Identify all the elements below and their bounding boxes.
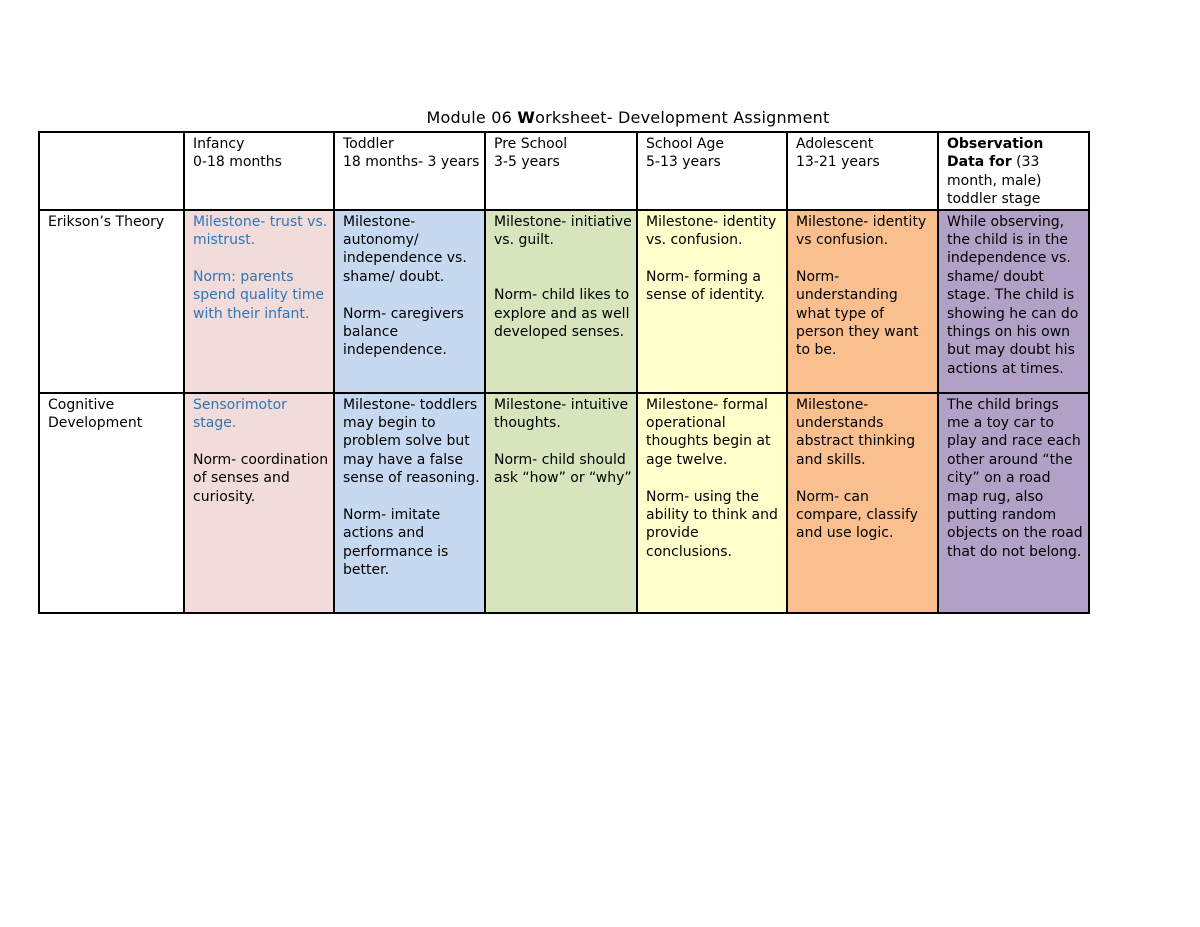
norm-text: Norm- can compare, classify and use logic. (796, 488, 918, 542)
norm-text: Norm: parents spend quality time with their infant. (193, 268, 324, 322)
header-preschool (485, 132, 637, 210)
title-prefix: Module 06 (426, 108, 518, 127)
header-school-age (637, 132, 787, 210)
header-empty-cell (39, 132, 184, 210)
norm-text: Norm- imitate actions and performance is better. (343, 507, 449, 579)
cell-erikson-adolescent (787, 210, 938, 393)
milestone-text: Milestone- identity vs. confusion. (646, 213, 777, 249)
header-preschool-stage: Pre School (494, 136, 568, 152)
header-observation-bold: Observation Data for (947, 136, 1044, 171)
norm-text: Norm- child should ask “how” or “why” (494, 451, 632, 487)
page-title (0, 108, 1200, 127)
cell-erikson-observation: While observing, the child is in the independence vs. shame/ doubt stage. The child is showing he can do things on his own but may doubt his actions at times. (938, 210, 1089, 393)
milestone-text: Sensorimotor stage. (193, 396, 287, 432)
milestone-text: Milestone- identity vs confusion. (796, 213, 927, 249)
milestone-text: Milestone- toddlers may begin to problem solve but may have a false sense of reasoning. (343, 396, 480, 487)
header-infancy-age: 0-18 months (193, 154, 282, 171)
header-toddler-stage: Toddler (343, 136, 394, 152)
cell-cognitive-toddler (334, 393, 485, 613)
norm-text: Norm- child likes to explore and as well developed senses. (494, 287, 630, 341)
row-erikson (39, 210, 1089, 393)
header-school-age-age: 5-13 years (646, 154, 721, 171)
milestone-text: Milestone- autonomy/ independence vs. shame/ doubt. (343, 213, 467, 285)
header-row (39, 132, 1089, 210)
milestone-text: Milestone- intuitive thoughts. (494, 396, 629, 432)
cell-cognitive-infancy (184, 393, 334, 613)
norm-text: Norm- caregivers balance independence. (343, 305, 464, 359)
cell-cognitive-observation: The child brings me a toy car to play and race each other around “the city” on a road map rug, also putting random objects on the road that do not belong. (938, 393, 1089, 613)
header-adolescent-stage: Adolescent (796, 136, 874, 152)
cell-cognitive-adolescent (787, 393, 938, 613)
cell-erikson-toddler (334, 210, 485, 393)
header-observation-rest: (33 month, male) toddler stage (947, 154, 1042, 208)
row-label-erikson: Erikson’s Theory (39, 210, 184, 393)
header-adolescent-age: 13-21 years (796, 154, 880, 171)
header-school-age-stage: School Age (646, 136, 725, 152)
worksheet-table (38, 131, 1090, 614)
norm-text: Norm- using the ability to think and provide conclusions. (646, 488, 778, 560)
norm-text: Norm- coordination of senses and curiosity. (193, 451, 329, 505)
header-toddler-age: 18 months- 3 years (343, 154, 480, 171)
title-bold-letter: W (517, 108, 536, 127)
cell-erikson-school-age (637, 210, 787, 393)
header-preschool-age: 3-5 years (494, 154, 560, 171)
milestone-text: Milestone- initiative vs. guilt. (494, 213, 632, 249)
header-observation (938, 132, 1089, 210)
norm-text: Norm- forming a sense of identity. (646, 268, 765, 304)
header-infancy-stage: Infancy (193, 136, 245, 152)
milestone-text: Milestone- trust vs. mistrust. (193, 213, 328, 249)
cell-cognitive-school-age (637, 393, 787, 613)
title-suffix: orksheet- Development Assignment (535, 108, 830, 127)
header-infancy (184, 132, 334, 210)
cell-erikson-infancy (184, 210, 334, 393)
cell-erikson-preschool (485, 210, 637, 393)
milestone-text: Milestone- understands abstract thinking and skills. (796, 396, 916, 468)
cell-cognitive-preschool (485, 393, 637, 613)
row-label-cognitive: Cognitive Development (39, 393, 184, 613)
milestone-text: Milestone- formal operational thoughts begin at age twelve. (646, 396, 771, 468)
row-cognitive (39, 393, 1089, 613)
header-adolescent (787, 132, 938, 210)
header-toddler (334, 132, 485, 210)
norm-text: Norm- understanding what type of person they want to be. (796, 268, 919, 359)
